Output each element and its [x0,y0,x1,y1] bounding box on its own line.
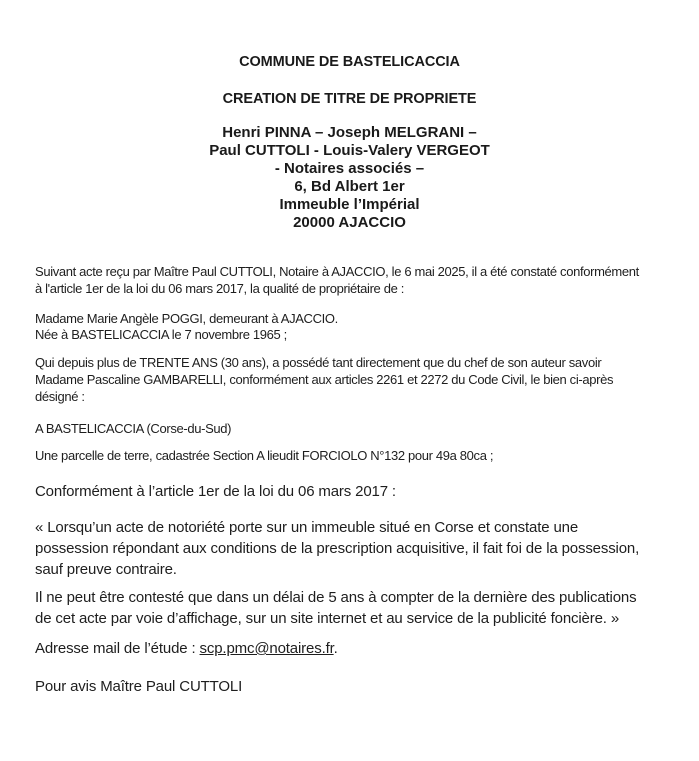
notary-city: 20000 AJACCIO [293,214,406,231]
document-title: CREATION DE TITRE DE PROPRIETE [222,91,477,107]
email-line [35,638,338,659]
email-suffix: . [333,640,338,657]
quote1-line-3: sauf preuve contraire. [35,561,177,578]
quote2-line-2: de cet acte par voie d’affichage, sur un site internet et au service de la publicité foncière. » [35,610,620,627]
notary-street: 6, Bd Albert 1er [294,178,405,195]
notary-names-line-1: Henri PINNA – Joseph MELGRANI – [222,124,477,141]
property-location: A BASTELICACCIA (Corse-du-Sud) [35,421,232,436]
possession-line-2: Madame Pascaline GAMBARELLI, conformément aux articles 2261 et 2272 du Code Civil, le bien ci-après [35,372,614,387]
email-link[interactable]: scp.pmc@notaires.fr [199,640,334,657]
intro-line-1: Suivant acte reçu par Maître Paul CUTTOLI, Notaire à AJACCIO, le 6 mai 2025, il a été constaté conformément [35,264,639,279]
possession-line-3: désigné : [35,389,85,404]
law-reference: Conformément à l’article 1er de la loi du 06 mars 2017 : [35,483,396,500]
commune-heading: COMMUNE DE BASTELICACCIA [239,54,460,70]
email-label: Adresse mail de l’étude : [35,640,200,657]
owner-line-1: Madame Marie Angèle POGGI, demeurant à AJACCIO. [35,311,338,326]
owner-line-2: Née à BASTELICACCIA le 7 novembre 1965 ; [35,327,287,342]
quote1-line-2: possession répondant aux conditions de la prescription acquisitive, il fait foi de la possession, [35,540,640,557]
quote2-line-1: Il ne peut être contesté que dans un délai de 5 ans à compter de la dernière des publications [35,589,637,606]
parcel-description: Une parcelle de terre, cadastrée Section A lieudit FORCIOLO N°132 pour 49a 80ca ; [35,448,494,463]
intro-line-2: à l'article 1er de la loi du 06 mars 2017, la qualité de propriétaire de : [35,281,404,296]
possession-line-1: Qui depuis plus de TRENTE ANS (30 ans), a possédé tant directement que du chef de son auteur savoir [35,355,602,370]
signature: Pour avis Maître Paul CUTTOLI [35,678,243,695]
notary-association: - Notaires associés – [274,160,425,177]
notary-names-line-2: Paul CUTTOLI - Louis-Valery VERGEOT [209,142,490,159]
quote1-line-1: « Lorsqu’un acte de notoriété porte sur un immeuble situé en Corse et constate une [35,519,579,536]
notary-building: Immeuble l’Impérial [279,196,420,213]
